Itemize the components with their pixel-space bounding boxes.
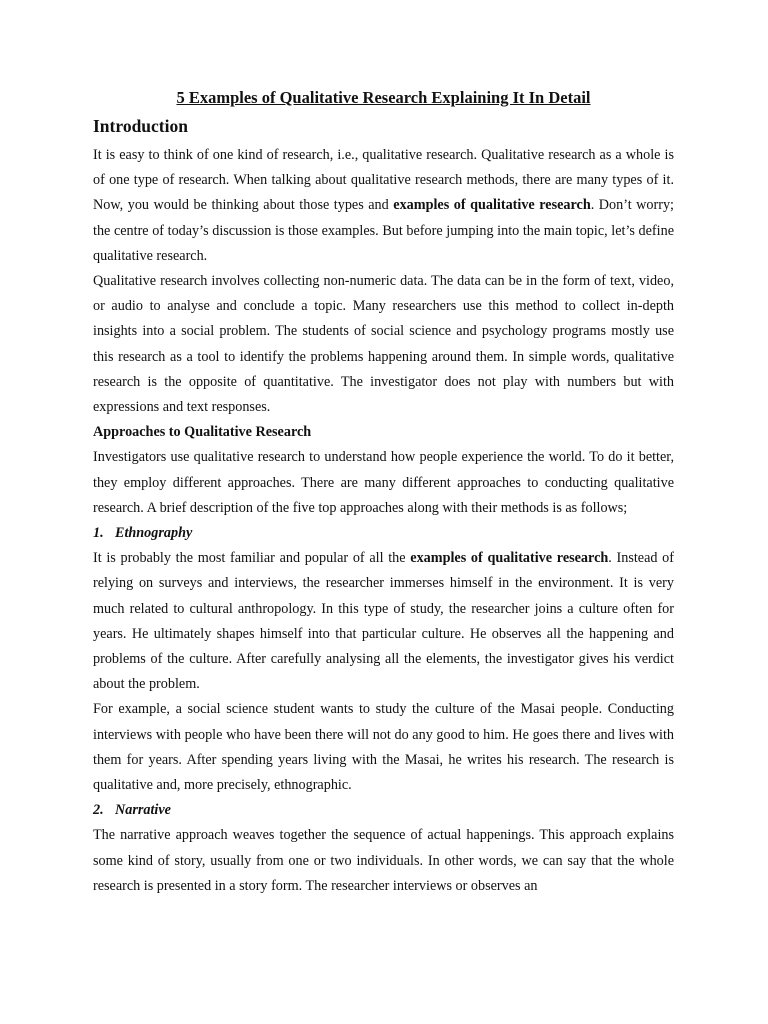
- approaches-paragraph: Investigators use qualitative research to understand how people experience the world. To do it better, they employ different approaches. There are many different approaches to conducting qualitative research. A brief description of the five top approaches along with their methods is as follows;: [93, 449, 674, 516]
- introduction-heading: Introduction: [93, 116, 188, 136]
- intro-p1-text-a: It is easy to think of one kind of research, i.e., qualitative research. Qualitative research as a whole is of one type of research. When talking about qualitative research methods, there are many types of it. Now, you would be thinking about those types and: [93, 147, 674, 214]
- document-page: [93, 86, 674, 899]
- narrative-number: 2.: [93, 802, 104, 819]
- ethnography-p1-bold-phrase: examples of qualitative research: [410, 550, 609, 567]
- ethnography-heading-text: Ethnography: [115, 525, 193, 542]
- intro-paragraph-1: [93, 143, 674, 269]
- intro-paragraph-2: Qualitative research involves collecting non-numeric data. The data can be in the form of text, video, or audio to analyse and conclude a topic. Many researchers use this method to collect in-depth insights into a social problem. The students of social science and psychology programs mostly use this research as a tool to identify the problems happening around them. In simple words, qualitative research is the opposite of quantitative. The investigator does not play with numbers but with expressions and text responses.: [93, 273, 674, 416]
- narrative-paragraph-1: The narrative approach weaves together the sequence of actual happenings. This approach explains some kind of story, usually from one or two individuals. In other words, we can say that the whole research is presented in a story form. The researcher interviews or observes an: [93, 827, 674, 894]
- intro-p1-text-c: . Don’t worry; the centre of today’s discussion is those examples. But before jumping into the main topic, let’s define qualitative research.: [93, 197, 674, 264]
- ethnography-paragraph-2: For example, a social science student wants to study the culture of the Masai people. Conducting interviews with people who have been there will not do any good to him. He goes there and lives with them for years. After spending years living with the Masai, he writes his research. The research is qualitative and, more precisely, ethnographic.: [93, 701, 674, 794]
- narrative-heading: [93, 798, 674, 823]
- document-title: 5 Examples of Qualitative Research Explaining It In Detail: [176, 88, 591, 107]
- intro-p1-bold-phrase: examples of qualitative research: [393, 197, 591, 214]
- ethnography-paragraph-1: [93, 546, 674, 697]
- approaches-heading: Approaches to Qualitative Research: [93, 424, 312, 441]
- narrative-heading-text: Narrative: [115, 802, 171, 819]
- ethnography-number: 1.: [93, 525, 104, 542]
- ethnography-heading: [93, 521, 674, 546]
- ethnography-p1-text-a: It is probably the most familiar and popular of all the: [93, 550, 411, 567]
- ethnography-p1-text-c: . Instead of relying on surveys and interviews, the researcher immerses himself in the environment. It is very much related to cultural anthropology. In this type of study, the researcher joins a culture often for years. He ultimately shapes himself into that particular culture. He observes all the happening and problems of the culture. After carefully analysing all the elements, the investigator gives his verdict about the problem.: [93, 550, 675, 693]
